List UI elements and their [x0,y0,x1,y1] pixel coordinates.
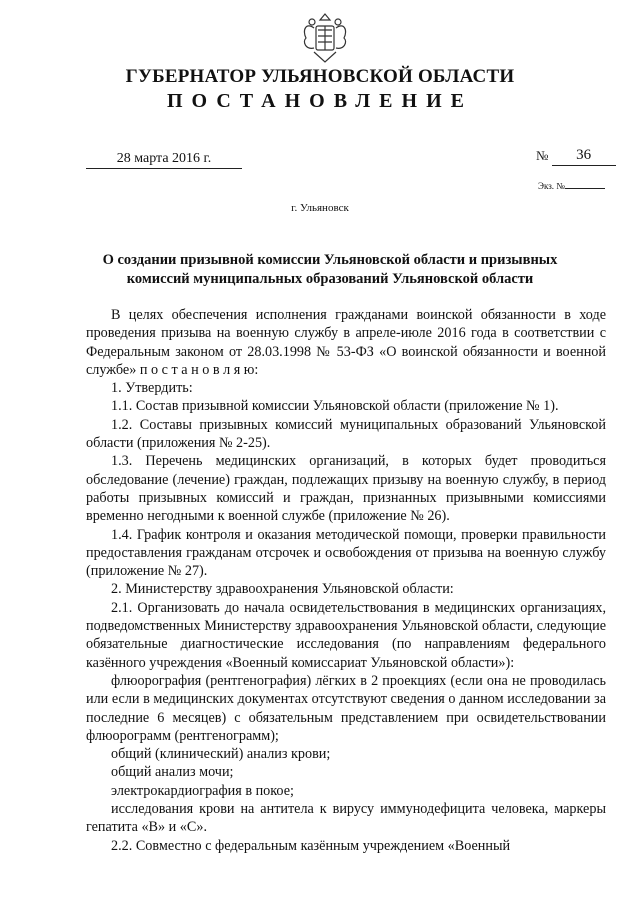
paragraph: 1.4. График контроля и оказания методической помощи, проверки правильности предоставления гражданам отсрочек и освобождения от призыва на военную службу (приложение № 27). [86,526,606,580]
city: г. Ульяновск [291,202,349,214]
paragraph: 1. Утвердить: [111,380,193,397]
document-number [536,145,616,166]
number-label: № [536,148,549,163]
paragraph: 2.2. Совместно с федеральным казённым учреждением «Военный [111,837,511,854]
copy-number [538,180,605,192]
paragraph: 1.1. Состав призывной комиссии Ульяновской области (приложение № 1). [111,398,559,415]
document-body [86,306,606,855]
paragraph: В целях обеспечения исполнения гражданами воинской обязанности в ходе проведения призыва на военную службу в апреле-июле 2016 года в соответствии с Федеральным законом от 28.03.1998 № 53-ФЗ «О воинской обязанности и военной службе» п о с т а н о в л я ю: [86,307,606,378]
document-date: 28 марта 2016 г. [86,150,242,169]
number-value: 36 [552,145,616,166]
paragraph: общий анализ мочи; [111,764,234,781]
copy-label: Экз. № [538,181,565,191]
paragraph: общий (клинический) анализ крови; [111,746,331,763]
coat-of-arms-icon [296,8,354,68]
paragraph: 1.2. Составы призывных комиссий муниципальных образований Ульяновской области (приложения № 2-25). [86,416,606,452]
paragraph: исследования крови на антитела к вирусу иммунодефицита человека, маркеры гепатита «В» и «С». [86,801,606,836]
paragraph: электрокардиография в покое; [111,782,294,799]
governor-title: ГУБЕРНАТОР УЛЬЯНОВСКОЙ ОБЛАСТИ [125,66,515,87]
paragraph: 2.1. Организовать до начала освидетельствования в медицинских организациях, подведомственных Министерству здравоохранения Ульяновской области, следующие обязательные диагностические исследования (по направлениям федерального казённого учреждения «Военный комиссариат Ульяновской области»): [86,599,606,671]
paragraph: 2. Министерству здравоохранения Ульяновской области: [111,581,454,598]
document-type: ПОСТАНОВЛЕНИЕ [167,90,473,112]
copy-number-line [565,188,605,189]
paragraph: 1.3. Перечень медицинских организаций, в которых будет проводиться обследование (лечение) граждан, подлежащих призыву на военную службу, в период работы призывных комиссий и граждан, признанных призывными комиссиями временно негодными к военной службе (приложение № 26). [86,453,606,525]
paragraph: флюорография (рентгенография) лёгких в 2 проекциях (если она не проводилась или если в медицинских документах отсутствуют сведения о данном исследовании за последние 6 месяцев) с обязательным представлением при освидетельствовании флюорограмм (рентгенограмм); [86,672,606,744]
document-heading: О создании призывной комиссии Ульяновской области и призывных комиссий муниципальных образований Ульяновской области [102,252,558,287]
